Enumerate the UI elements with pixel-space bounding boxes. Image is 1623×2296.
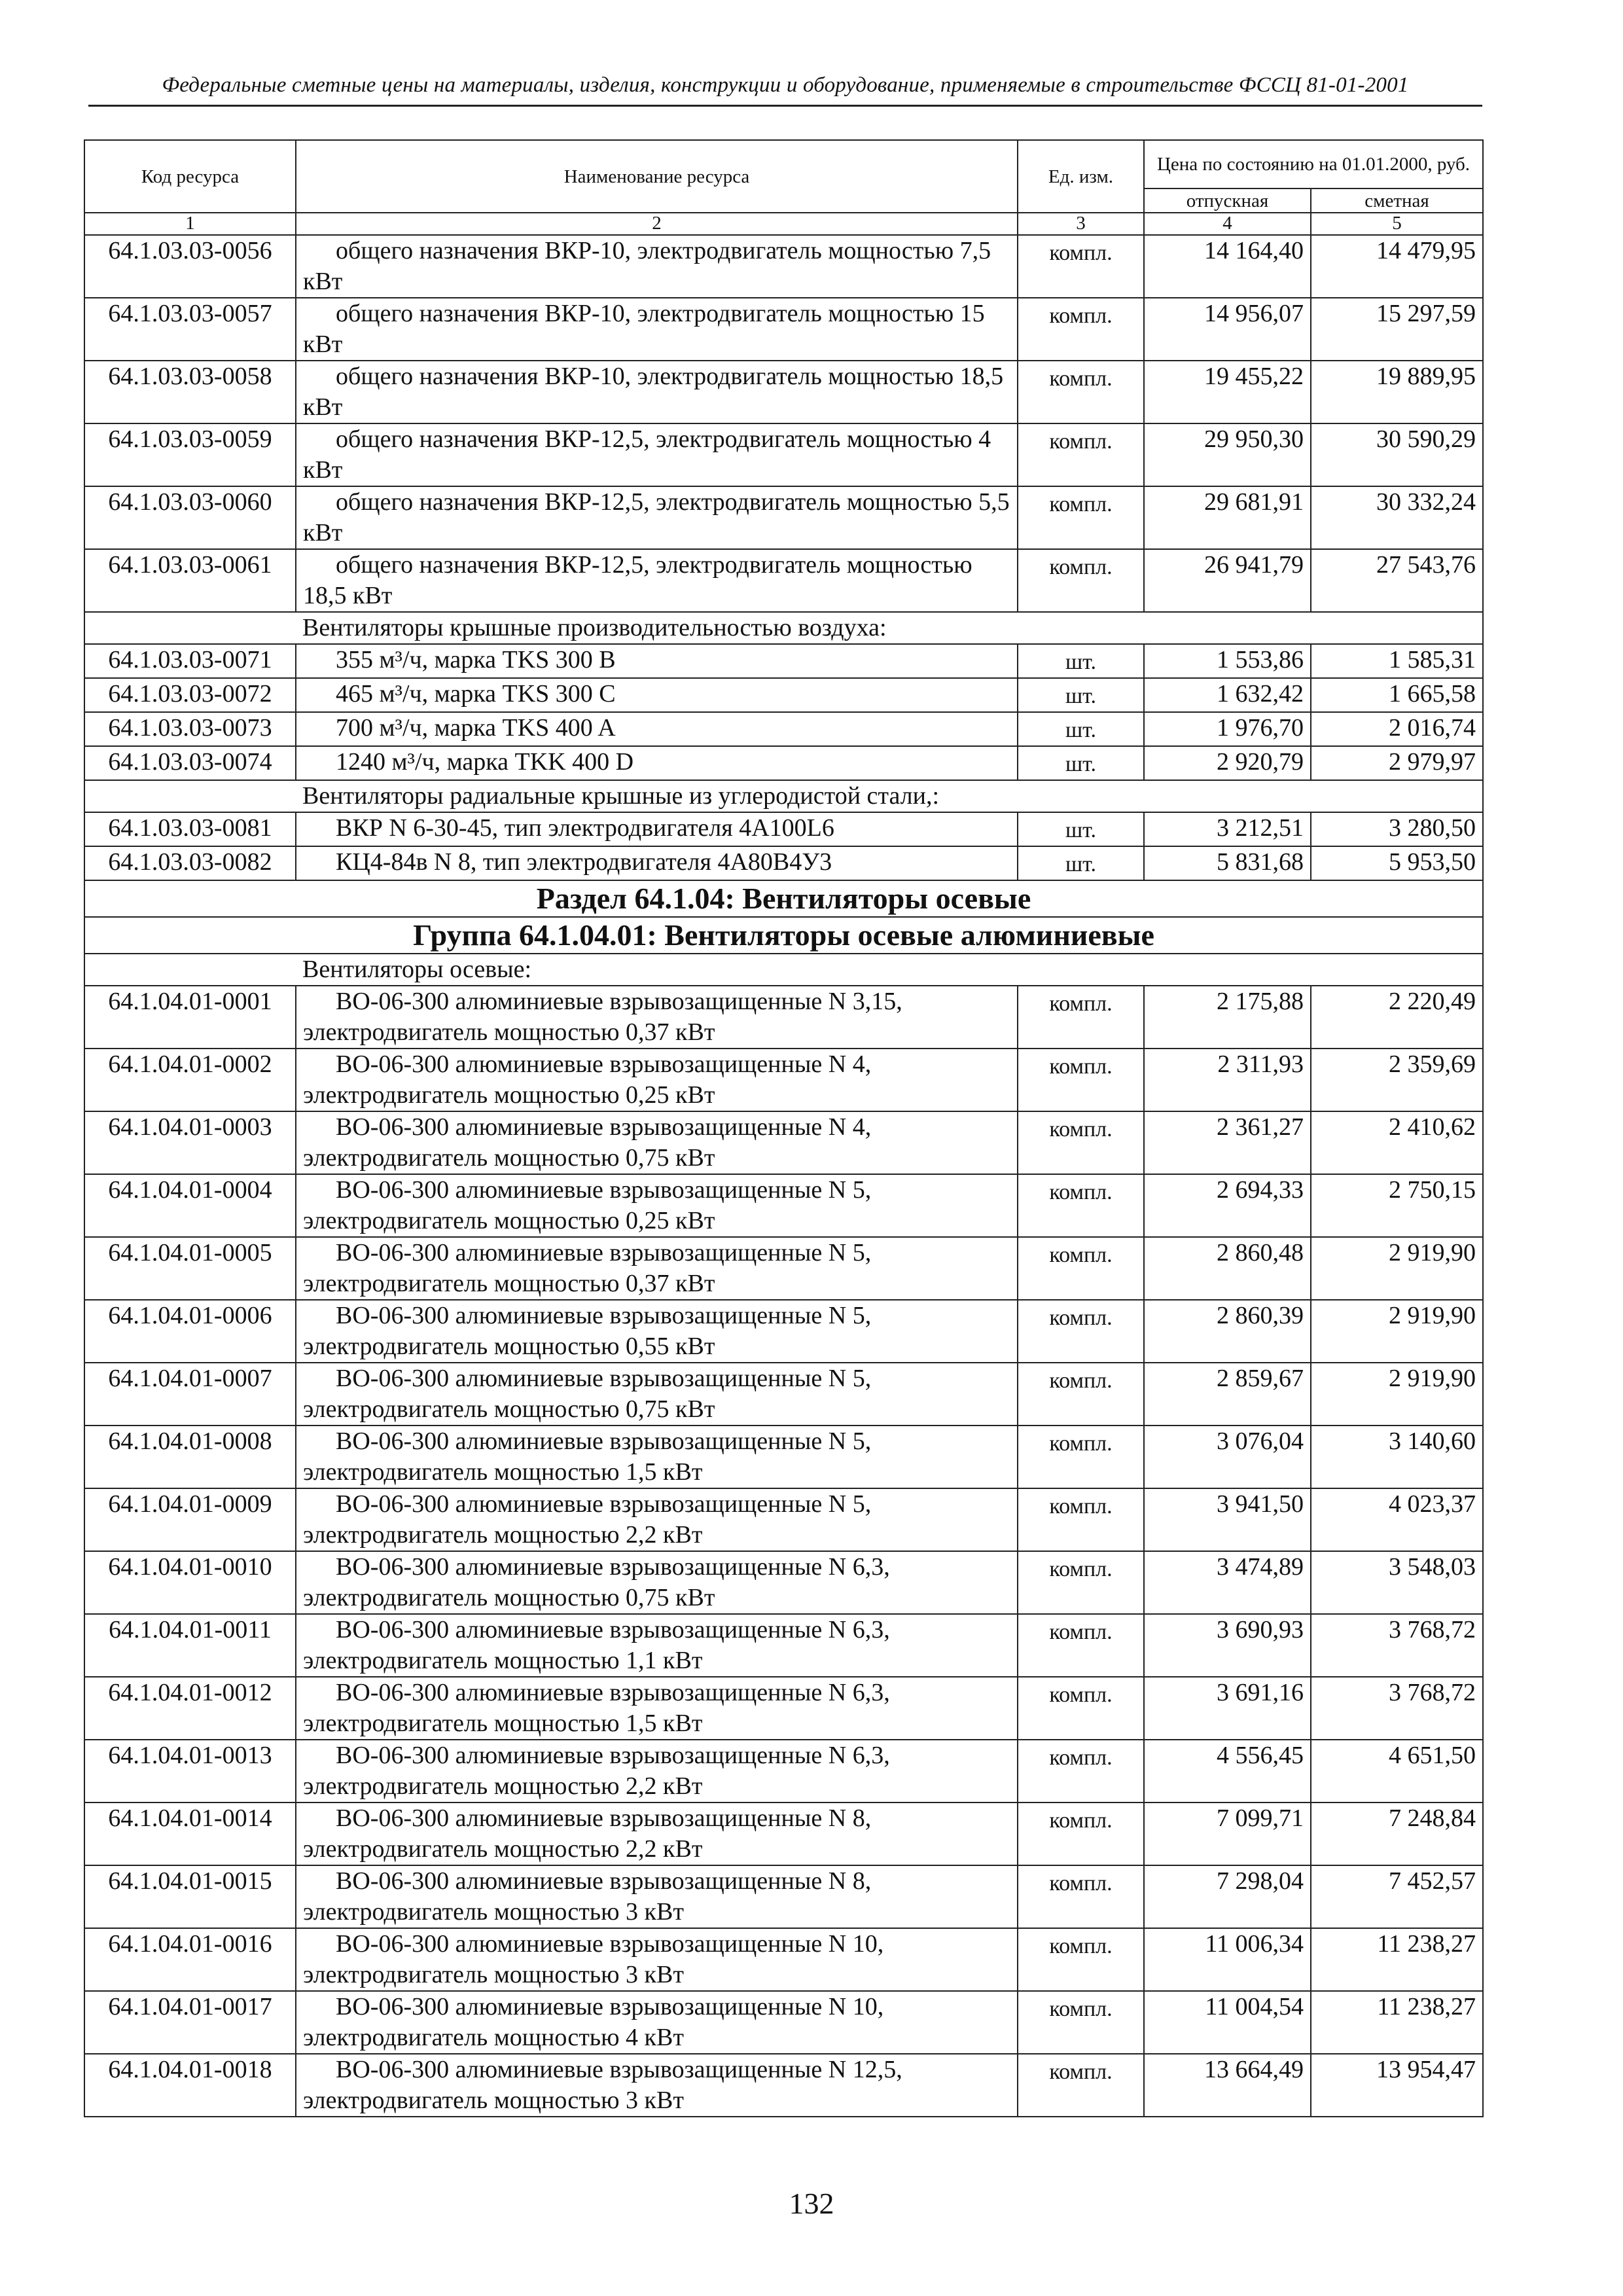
- release-price: 11 006,34: [1144, 1928, 1311, 1991]
- resource-name: ВО-06-300 алюминиевые взрывозащищенные N 8, электродвигатель мощностью 3 кВт: [296, 1865, 1018, 1928]
- resource-code: 64.1.04.01-0005: [84, 1237, 296, 1300]
- unit: шт.: [1018, 812, 1144, 846]
- estimate-price: 1 585,31: [1311, 644, 1483, 678]
- col-number: 5: [1311, 213, 1483, 235]
- unit: компл.: [1018, 1488, 1144, 1551]
- resource-name: КЦ4-84в N 8, тип электродвигателя 4А80В4У3: [296, 846, 1018, 880]
- estimate-price: 2 919,90: [1311, 1300, 1483, 1363]
- estimate-price: 13 954,47: [1311, 2054, 1483, 2117]
- release-price: 3 076,04: [1144, 1426, 1311, 1488]
- resource-name: ВО-06-300 алюминиевые взрывозащищенные N 10, электродвигатель мощностью 3 кВт: [296, 1928, 1018, 1991]
- price-table: [84, 139, 1484, 2117]
- table-row: [84, 746, 1483, 780]
- table-row: [84, 298, 1483, 361]
- table-row: [84, 1111, 1483, 1174]
- col-header-unit: Ед. изм.: [1018, 140, 1144, 213]
- resource-code: 64.1.04.01-0001: [84, 986, 296, 1049]
- release-price: 13 664,49: [1144, 2054, 1311, 2117]
- resource-code: 64.1.04.01-0007: [84, 1363, 296, 1426]
- release-price: 2 175,88: [1144, 986, 1311, 1049]
- release-price: 7 298,04: [1144, 1865, 1311, 1928]
- estimate-price: 2 359,69: [1311, 1049, 1483, 1111]
- resource-code: 64.1.03.03-0056: [84, 235, 296, 298]
- table-row: [84, 1488, 1483, 1551]
- unit: компл.: [1018, 1174, 1144, 1237]
- resource-code: 64.1.03.03-0061: [84, 549, 296, 612]
- col-number: 4: [1144, 213, 1311, 235]
- estimate-price: 7 452,57: [1311, 1865, 1483, 1928]
- estimate-price: 11 238,27: [1311, 1991, 1483, 2054]
- unit: компл.: [1018, 1551, 1144, 1614]
- subheading: Вентиляторы радиальные крышные из углеродистой стали,:: [296, 780, 1483, 812]
- resource-code: 64.1.04.01-0015: [84, 1865, 296, 1928]
- table-row: [84, 1426, 1483, 1488]
- resource-name: общего назначения ВКР-12,5, электродвигатель мощностью 5,5 кВт: [296, 486, 1018, 549]
- resource-code: 64.1.04.01-0003: [84, 1111, 296, 1174]
- unit: шт.: [1018, 678, 1144, 712]
- resource-name: 1240 м³/ч, марка TKK 400 D: [296, 746, 1018, 780]
- release-price: 2 920,79: [1144, 746, 1311, 780]
- unit: компл.: [1018, 298, 1144, 361]
- resource-code: 64.1.03.03-0057: [84, 298, 296, 361]
- release-price: 2 361,27: [1144, 1111, 1311, 1174]
- release-price: 3 941,50: [1144, 1488, 1311, 1551]
- table-row: [84, 712, 1483, 746]
- release-price: 26 941,79: [1144, 549, 1311, 612]
- resource-code: 64.1.04.01-0002: [84, 1049, 296, 1111]
- resource-name: ВО-06-300 алюминиевые взрывозащищенные N 6,3, электродвигатель мощностью 2,2 кВт: [296, 1740, 1018, 1803]
- estimate-price: 2 220,49: [1311, 986, 1483, 1049]
- estimate-price: 1 665,58: [1311, 678, 1483, 712]
- table-row: [84, 1551, 1483, 1614]
- resource-code: 64.1.03.03-0073: [84, 712, 296, 746]
- subheading-row: [84, 612, 1483, 644]
- col-number: 1: [84, 213, 296, 235]
- table-row: [84, 1237, 1483, 1300]
- estimate-price: 2 410,62: [1311, 1111, 1483, 1174]
- header-rule: [88, 105, 1482, 107]
- release-price: 3 691,16: [1144, 1677, 1311, 1740]
- table-row: [84, 1865, 1483, 1928]
- resource-name: общего назначения ВКР-10, электродвигатель мощностью 18,5 кВт: [296, 361, 1018, 423]
- resource-name: общего назначения ВКР-10, электродвигатель мощностью 7,5 кВт: [296, 235, 1018, 298]
- resource-code: 64.1.04.01-0004: [84, 1174, 296, 1237]
- resource-code: 64.1.04.01-0016: [84, 1928, 296, 1991]
- table-row: [84, 423, 1483, 486]
- release-price: 19 455,22: [1144, 361, 1311, 423]
- unit: компл.: [1018, 486, 1144, 549]
- release-price: 1 976,70: [1144, 712, 1311, 746]
- estimate-price: 15 297,59: [1311, 298, 1483, 361]
- table-row: [84, 1740, 1483, 1803]
- resource-name: общего назначения ВКР-12,5, электродвигатель мощностью 4 кВт: [296, 423, 1018, 486]
- running-header: Федеральные сметные цены на материалы, изделия, конструкции и оборудование, применяемые в строительстве ФССЦ 81-01-2001: [162, 73, 1409, 97]
- section-heading-row: [84, 880, 1483, 917]
- table-row: [84, 678, 1483, 712]
- table-row: [84, 235, 1483, 298]
- estimate-price: 2 979,97: [1311, 746, 1483, 780]
- resource-name: ВО-06-300 алюминиевые взрывозащищенные N 3,15, электродвигатель мощностью 0,37 кВт: [296, 986, 1018, 1049]
- resource-code: 64.1.04.01-0011: [84, 1614, 296, 1677]
- unit: компл.: [1018, 1614, 1144, 1677]
- estimate-price: 3 280,50: [1311, 812, 1483, 846]
- resource-name: ВО-06-300 алюминиевые взрывозащищенные N 4, электродвигатель мощностью 0,75 кВт: [296, 1111, 1018, 1174]
- resource-name: ВО-06-300 алюминиевые взрывозащищенные N 5, электродвигатель мощностью 0,75 кВт: [296, 1363, 1018, 1426]
- resource-name: ВО-06-300 алюминиевые взрывозащищенные N 5, электродвигатель мощностью 0,37 кВт: [296, 1237, 1018, 1300]
- section-heading: Раздел 64.1.04: Вентиляторы осевые: [84, 880, 1483, 917]
- release-price: 2 311,93: [1144, 1049, 1311, 1111]
- col-number: 2: [296, 213, 1018, 235]
- release-price: 2 860,39: [1144, 1300, 1311, 1363]
- resource-code: 64.1.03.03-0072: [84, 678, 296, 712]
- unit: компл.: [1018, 1111, 1144, 1174]
- col-header-price: Цена по состоянию на 01.01.2000, руб.: [1144, 140, 1483, 188]
- resource-name: общего назначения ВКР-12,5, электродвигатель мощностью 18,5 кВт: [296, 549, 1018, 612]
- estimate-price: 30 332,24: [1311, 486, 1483, 549]
- estimate-price: 5 953,50: [1311, 846, 1483, 880]
- table-row: [84, 486, 1483, 549]
- resource-code: 64.1.03.03-0082: [84, 846, 296, 880]
- resource-code: 64.1.04.01-0010: [84, 1551, 296, 1614]
- table-row: [84, 1803, 1483, 1865]
- release-price: 2 860,48: [1144, 1237, 1311, 1300]
- table-row: [84, 549, 1483, 612]
- release-price: 14 164,40: [1144, 235, 1311, 298]
- estimate-price: 2 016,74: [1311, 712, 1483, 746]
- col-header-name: Наименование ресурса: [296, 140, 1018, 213]
- unit: шт.: [1018, 846, 1144, 880]
- table-row: [84, 2054, 1483, 2117]
- resource-name: ВО-06-300 алюминиевые взрывозащищенные N 5, электродвигатель мощностью 2,2 кВт: [296, 1488, 1018, 1551]
- table-row: [84, 361, 1483, 423]
- unit: компл.: [1018, 423, 1144, 486]
- resource-code: 64.1.03.03-0059: [84, 423, 296, 486]
- estimate-price: 7 248,84: [1311, 1803, 1483, 1865]
- resource-code: 64.1.04.01-0009: [84, 1488, 296, 1551]
- release-price: 2 859,67: [1144, 1363, 1311, 1426]
- estimate-price: 14 479,95: [1311, 235, 1483, 298]
- table-row: [84, 644, 1483, 678]
- estimate-price: 30 590,29: [1311, 423, 1483, 486]
- estimate-price: 3 140,60: [1311, 1426, 1483, 1488]
- col-header-estimate: сметная: [1311, 188, 1483, 213]
- release-price: 11 004,54: [1144, 1991, 1311, 2054]
- resource-name: 465 м³/ч, марка TKS 300 C: [296, 678, 1018, 712]
- resource-code: 64.1.04.01-0006: [84, 1300, 296, 1363]
- release-price: 14 956,07: [1144, 298, 1311, 361]
- resource-code: 64.1.03.03-0074: [84, 746, 296, 780]
- estimate-price: 2 750,15: [1311, 1174, 1483, 1237]
- page-number: 132: [789, 2187, 834, 2220]
- resource-name: ВО-06-300 алюминиевые взрывозащищенные N 5, электродвигатель мощностью 1,5 кВт: [296, 1426, 1018, 1488]
- release-price: 29 681,91: [1144, 486, 1311, 549]
- table-row: [84, 1928, 1483, 1991]
- resource-code: 64.1.03.03-0081: [84, 812, 296, 846]
- release-price: 4 556,45: [1144, 1740, 1311, 1803]
- unit: компл.: [1018, 2054, 1144, 2117]
- resource-name: ВО-06-300 алюминиевые взрывозащищенные N 6,3, электродвигатель мощностью 1,1 кВт: [296, 1614, 1018, 1677]
- unit: компл.: [1018, 1049, 1144, 1111]
- resource-code: 64.1.04.01-0008: [84, 1426, 296, 1488]
- resource-name: общего назначения ВКР-10, электродвигатель мощностью 15 кВт: [296, 298, 1018, 361]
- empty-cell: [84, 954, 296, 986]
- unit: компл.: [1018, 1677, 1144, 1740]
- resource-code: 64.1.04.01-0017: [84, 1991, 296, 2054]
- release-price: 3 690,93: [1144, 1614, 1311, 1677]
- column-number-row: [84, 213, 1483, 235]
- table-row: [84, 986, 1483, 1049]
- unit: компл.: [1018, 1991, 1144, 2054]
- table-row: [84, 1677, 1483, 1740]
- resource-name: ВО-06-300 алюминиевые взрывозащищенные N 6,3, электродвигатель мощностью 0,75 кВт: [296, 1551, 1018, 1614]
- resource-name: ВО-06-300 алюминиевые взрывозащищенные N 12,5, электродвигатель мощностью 3 кВт: [296, 2054, 1018, 2117]
- table-row: [84, 1363, 1483, 1426]
- estimate-price: 2 919,90: [1311, 1363, 1483, 1426]
- resource-name: ВО-06-300 алюминиевые взрывозащищенные N 10, электродвигатель мощностью 4 кВт: [296, 1991, 1018, 2054]
- release-price: 3 474,89: [1144, 1551, 1311, 1614]
- estimate-price: 4 651,50: [1311, 1740, 1483, 1803]
- resource-name: ВО-06-300 алюминиевые взрывозащищенные N 8, электродвигатель мощностью 2,2 кВт: [296, 1803, 1018, 1865]
- table-row: [84, 1991, 1483, 2054]
- empty-cell: [84, 780, 296, 812]
- estimate-price: 3 768,72: [1311, 1677, 1483, 1740]
- resource-code: 64.1.04.01-0013: [84, 1740, 296, 1803]
- resource-code: 64.1.04.01-0012: [84, 1677, 296, 1740]
- resource-code: 64.1.03.03-0060: [84, 486, 296, 549]
- unit: компл.: [1018, 1300, 1144, 1363]
- resource-name: ВО-06-300 алюминиевые взрывозащищенные N 6,3, электродвигатель мощностью 1,5 кВт: [296, 1677, 1018, 1740]
- resource-code: 64.1.04.01-0018: [84, 2054, 296, 2117]
- release-price: 1 632,42: [1144, 678, 1311, 712]
- estimate-price: 2 919,90: [1311, 1237, 1483, 1300]
- resource-code: 64.1.03.03-0058: [84, 361, 296, 423]
- unit: компл.: [1018, 1237, 1144, 1300]
- unit: компл.: [1018, 1740, 1144, 1803]
- section-heading-row: [84, 917, 1483, 954]
- table-row: [84, 1614, 1483, 1677]
- release-price: 29 950,30: [1144, 423, 1311, 486]
- estimate-price: 27 543,76: [1311, 549, 1483, 612]
- subheading-row: [84, 954, 1483, 986]
- estimate-price: 3 548,03: [1311, 1551, 1483, 1614]
- unit: компл.: [1018, 361, 1144, 423]
- resource-code: 64.1.04.01-0014: [84, 1803, 296, 1865]
- unit: компл.: [1018, 1865, 1144, 1928]
- resource-name: ВО-06-300 алюминиевые взрывозащищенные N 4, электродвигатель мощностью 0,25 кВт: [296, 1049, 1018, 1111]
- unit: компл.: [1018, 1363, 1144, 1426]
- table-row: [84, 1049, 1483, 1111]
- resource-name: ВО-06-300 алюминиевые взрывозащищенные N 5, электродвигатель мощностью 0,25 кВт: [296, 1174, 1018, 1237]
- release-price: 3 212,51: [1144, 812, 1311, 846]
- unit: компл.: [1018, 549, 1144, 612]
- table-row: [84, 1300, 1483, 1363]
- subheading: Вентиляторы крышные производительностью воздуха:: [296, 612, 1483, 644]
- release-price: 5 831,68: [1144, 846, 1311, 880]
- col-header-release: отпускная: [1144, 188, 1311, 213]
- resource-name: ВКР N 6-30-45, тип электродвигателя 4А100L6: [296, 812, 1018, 846]
- unit: компл.: [1018, 235, 1144, 298]
- col-header-code: Код ресурса: [84, 140, 296, 213]
- unit: компл.: [1018, 1928, 1144, 1991]
- col-number: 3: [1018, 213, 1144, 235]
- header-row: [84, 140, 1483, 188]
- unit: компл.: [1018, 1803, 1144, 1865]
- estimate-price: 11 238,27: [1311, 1928, 1483, 1991]
- resource-code: 64.1.03.03-0071: [84, 644, 296, 678]
- estimate-price: 4 023,37: [1311, 1488, 1483, 1551]
- table-row: [84, 846, 1483, 880]
- table-row: [84, 812, 1483, 846]
- resource-name: 355 м³/ч, марка TKS 300 B: [296, 644, 1018, 678]
- release-price: 1 553,86: [1144, 644, 1311, 678]
- empty-cell: [84, 612, 296, 644]
- estimate-price: 3 768,72: [1311, 1614, 1483, 1677]
- price-table-body: [84, 140, 1483, 2117]
- release-price: 7 099,71: [1144, 1803, 1311, 1865]
- unit: компл.: [1018, 986, 1144, 1049]
- table-row: [84, 1174, 1483, 1237]
- subheading: Вентиляторы осевые:: [296, 954, 1483, 986]
- release-price: 2 694,33: [1144, 1174, 1311, 1237]
- subheading-row: [84, 780, 1483, 812]
- estimate-price: 19 889,95: [1311, 361, 1483, 423]
- unit: шт.: [1018, 746, 1144, 780]
- section-heading: Группа 64.1.04.01: Вентиляторы осевые алюминиевые: [84, 917, 1483, 954]
- unit: шт.: [1018, 644, 1144, 678]
- unit: компл.: [1018, 1426, 1144, 1488]
- unit: шт.: [1018, 712, 1144, 746]
- resource-name: ВО-06-300 алюминиевые взрывозащищенные N 5, электродвигатель мощностью 0,55 кВт: [296, 1300, 1018, 1363]
- resource-name: 700 м³/ч, марка TKS 400 A: [296, 712, 1018, 746]
